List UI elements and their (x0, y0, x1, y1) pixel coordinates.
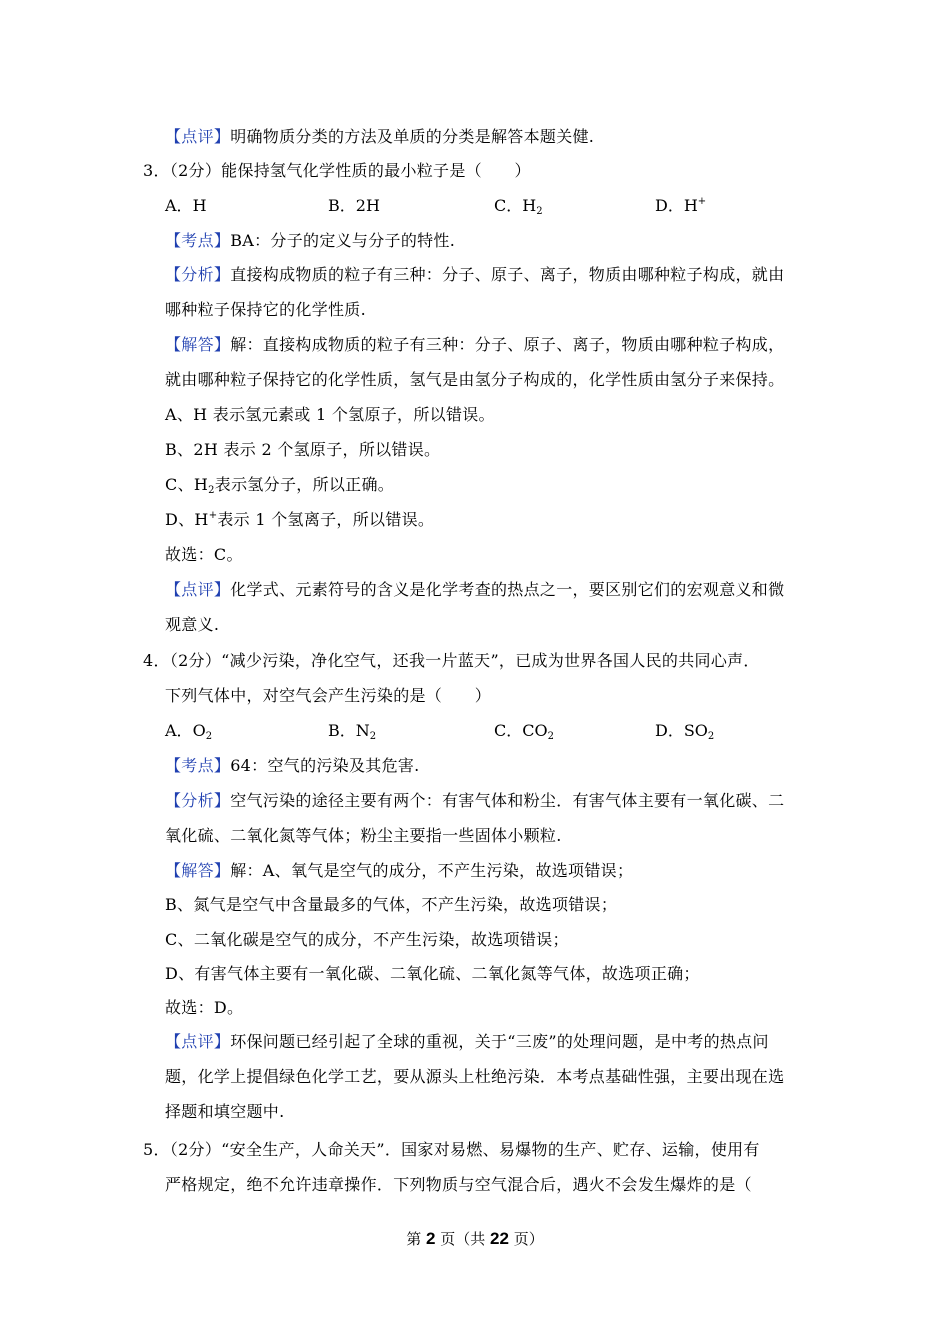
q4-kaodian: 【考点】64：空气的污染及其危害. (165, 756, 420, 775)
q3-stem (143, 161, 531, 181)
kaodian-tag: 【考点】 (165, 231, 231, 250)
q3-dianping-line1: 【点评】化学式、元素符号的含义是化学考查的热点之一，要区别它们的宏观意义和微 (165, 580, 785, 599)
q4-stem-line2: 下列气体中，对空气会产生污染的是（ ） (165, 686, 492, 705)
q3-fenxi-line2: 哪种粒子保持它的化学性质. (165, 300, 366, 319)
q4-dianping-line1: 【点评】环保问题已经引起了全球的重视，关于“三废”的处理问题，是中考的热点问 (165, 1032, 769, 1051)
q5-stem-line2: 严格规定，绝不允许违章操作．下列物质与空气混合后，遇火不会发生爆炸的是（ (165, 1175, 752, 1194)
q3-option-b: B．2H (328, 196, 380, 215)
q4-fenxi-line2: 氧化硫、二氧化氮等气体；粉尘主要指一些固体小颗粒. (165, 826, 562, 845)
dianping-tag: 【点评】 (165, 580, 231, 599)
q5-stem-line1: 5．（2分）“安全生产，人命关天”．国家对易燃、易爆物的生产、贮存、运输，使用有 (143, 1140, 760, 1159)
q3-jieda-line2: 就由哪种粒子保持它的化学性质，氢气是由氢分子构成的，化学性质由氢分子来保持。 (165, 370, 785, 389)
fenxi-tag: 【分析】 (165, 791, 231, 810)
kaodian-tag: 【考点】 (165, 756, 231, 775)
page-total: 22 (490, 1229, 509, 1248)
q4-jieda-line1: 【解答】解：A、氧气是空气的成分，不产生污染，故选项错误； (165, 861, 634, 880)
q3-number: 3． (143, 161, 170, 180)
q4-fenxi-line1: 【分析】空气污染的途径主要有两个：有害气体和粉尘．有害气体主要有一氧化碳、二 (165, 791, 785, 810)
q4-stem-line1: 4．（2分）“减少污染，净化空气，还我一片蓝天”，已成为世界各国人民的共同心声． (143, 651, 760, 670)
q3-option-d: D．H+ (655, 196, 707, 215)
q4-option-a: A．$O_2$ (165, 721, 213, 742)
q4-jieda-line3: C、二氧化碳是空气的成分，不产生污染，故选项错误； (165, 930, 569, 949)
q3-jieda-line6: D、H+表示 1 个氢离子，所以错误。 (165, 510, 435, 529)
q3-fenxi-line1: 【分析】直接构成物质的粒子有三种：分子、原子、离子，物质由哪种粒子构成，就由 (165, 265, 785, 284)
q2-dianping (165, 127, 594, 147)
q2-dianping-text: 明确物质分类的方法及单质的分类是解答本题关健. (230, 127, 595, 146)
q4-option-d: D．$SO_2$ (655, 721, 715, 742)
fenxi-tag: 【分析】 (165, 265, 231, 284)
q3-jieda-line1: 【解答】解：直接构成物质的粒子有三种：分子、原子、离子，物质由哪种粒子构成， (165, 335, 785, 354)
q4-jieda-line4: D、有害气体主要有一氧化碳、二氧化硫、二氧化氮等气体，故选项正确； (165, 964, 700, 983)
dianping-tag: 【点评】 (165, 1032, 231, 1051)
q3-jieda-line5: C、$H_2$表示氢分子，所以正确。 (165, 475, 395, 496)
q3-kaodian: 【考点】BA：分子的定义与分子的特性. (165, 231, 456, 250)
page-number: 2 (426, 1229, 436, 1248)
q4-option-b: B．$N_2$ (328, 721, 377, 742)
q3-stem-text: （2分）能保持氢气化学性质的最小粒子是（ ） (169, 161, 531, 180)
dianping-tag: 【点评】 (165, 127, 231, 146)
q3-dianping-line2: 观意义. (165, 615, 220, 634)
q3-jieda-line3: A、H 表示氢元素或 1 个氢原子，所以错误。 (165, 405, 495, 424)
q4-dianping-line2: 题，化学上提倡绿色化学工艺，要从源头上杜绝污染．本考点基础性强，主要出现在选 (165, 1067, 785, 1086)
q4-answer: 故选：D。 (165, 998, 244, 1017)
page-footer: 第 2 页（共 22 页） (406, 1229, 544, 1248)
q4-option-c: C．$CO_2$ (494, 721, 554, 742)
q3-option-a: A．H (165, 196, 207, 215)
q3-option-c: C．$H_2$ (494, 196, 543, 217)
q4-jieda-line2: B、氮气是空气中含量最多的气体，不产生污染，故选项错误； (165, 895, 618, 914)
q4-dianping-line3: 择题和填空题中. (165, 1102, 285, 1121)
q3-jieda-line4: B、2H 表示 2 个氢原子，所以错误。 (165, 440, 441, 459)
q4-number: 4． (143, 651, 170, 670)
q3-answer: 故选：C。 (165, 545, 243, 564)
jieda-tag: 【解答】 (165, 861, 231, 880)
jieda-tag: 【解答】 (165, 335, 231, 354)
q5-number: 5． (143, 1140, 170, 1159)
